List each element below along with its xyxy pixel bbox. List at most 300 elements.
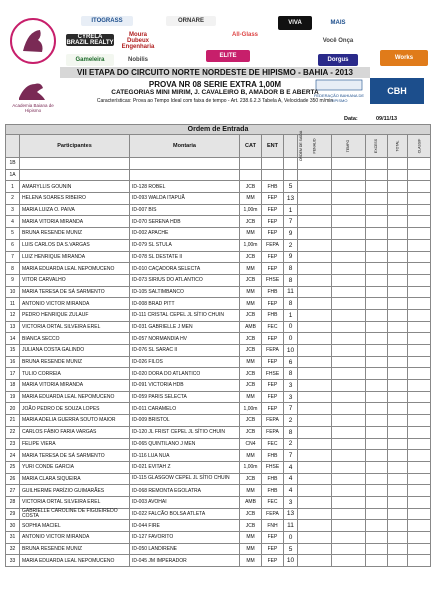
- total-cell: [388, 368, 408, 380]
- table-row: [6, 309, 431, 321]
- category: JCB: [240, 251, 262, 263]
- penalty-cell: [298, 251, 332, 263]
- table-row: [6, 251, 431, 263]
- row-index: 11: [6, 298, 20, 310]
- class-cell: [408, 415, 431, 427]
- excess-cell: [366, 298, 388, 310]
- header-cat: CAT: [240, 135, 262, 158]
- header-time: TEMPO: [332, 135, 366, 158]
- start-order: 4: [284, 473, 298, 485]
- category: 1,00m: [240, 204, 262, 216]
- table-row: [6, 158, 431, 170]
- participant-name: MARIA VITORIA MIRANDA: [20, 216, 130, 228]
- entity: FHB: [262, 309, 284, 321]
- participant-name: AMARYLLIS GOUNIN: [20, 181, 130, 193]
- start-order: 2: [284, 239, 298, 251]
- horse-name: ID-010 CAÇADORA SELECTA: [130, 263, 240, 275]
- excess-cell: [366, 216, 388, 228]
- class-cell: [408, 251, 431, 263]
- participant-name: LUIZ HENRIQUE MIRANDA: [20, 251, 130, 263]
- time-cell: [332, 356, 366, 368]
- class-cell: [408, 520, 431, 532]
- empty-cell: [332, 169, 366, 181]
- date-value: 09/11/13: [376, 116, 398, 122]
- class-cell: [408, 543, 431, 555]
- entity: FEP: [262, 193, 284, 205]
- table-row: [6, 380, 431, 392]
- horse-name: ID-009 BRISTOL: [130, 415, 240, 427]
- class-cell: [408, 204, 431, 216]
- excess-cell: [366, 403, 388, 415]
- time-cell: [332, 403, 366, 415]
- entity: FEP: [262, 532, 284, 544]
- start-order: 3: [284, 391, 298, 403]
- start-order: 9: [284, 251, 298, 263]
- time-cell: [332, 333, 366, 345]
- start-order: 11: [284, 520, 298, 532]
- entity: FEP: [262, 356, 284, 368]
- class-cell: [408, 274, 431, 286]
- sponsor-logo-dorgus: Dorgus: [318, 54, 358, 66]
- table-row: [6, 216, 431, 228]
- horse-name: ID-091 VICTORIA HDB: [130, 380, 240, 392]
- total-cell: [388, 485, 408, 497]
- header-horse: Montaria: [130, 135, 240, 158]
- empty-cell: [284, 158, 298, 170]
- start-order: 7: [284, 216, 298, 228]
- total-cell: [388, 228, 408, 240]
- total-cell: [388, 216, 408, 228]
- excess-cell: [366, 263, 388, 275]
- excess-cell: [366, 251, 388, 263]
- sponsor-logo-gameleira: Gameleira: [66, 54, 114, 66]
- header-ent: ENT: [262, 135, 284, 158]
- table-row: [6, 496, 431, 508]
- start-order: 8: [284, 368, 298, 380]
- entity: FEPA: [262, 508, 284, 520]
- horse-name: ID-020 DORA DO ATLANTICO: [130, 368, 240, 380]
- class-cell: [408, 333, 431, 345]
- entity: FEP: [262, 391, 284, 403]
- class-cell: [408, 368, 431, 380]
- participant-name: SOPHIA MACIEL: [20, 520, 130, 532]
- horse-name: ID-045 JM IMPERADOR: [130, 555, 240, 567]
- start-order: 8: [284, 298, 298, 310]
- excess-cell: [366, 543, 388, 555]
- academia-logo: [6, 78, 60, 118]
- participant-name: MARIA EDUARDA LEAL NEPOMUCENO: [20, 555, 130, 567]
- empty-cell: [130, 169, 240, 181]
- empty-cell: [298, 169, 332, 181]
- date-label: Data:: [344, 116, 358, 122]
- event-title-block: [60, 67, 370, 104]
- penalty-cell: [298, 473, 332, 485]
- horse-name: ID-128 ROBEL: [130, 181, 240, 193]
- total-cell: [388, 403, 408, 415]
- class-cell: [408, 426, 431, 438]
- row-index: 10: [6, 286, 20, 298]
- start-order: 7: [284, 450, 298, 462]
- table-row: [6, 403, 431, 415]
- category: MM: [240, 391, 262, 403]
- row-index: 33: [6, 555, 20, 567]
- excess-cell: [366, 356, 388, 368]
- total-cell: [388, 508, 408, 520]
- table-row: [6, 520, 431, 532]
- class-cell: [408, 345, 431, 357]
- table-row: [6, 450, 431, 462]
- header-index: [6, 135, 20, 158]
- total-cell: [388, 309, 408, 321]
- start-order: 8: [284, 274, 298, 286]
- characteristics-text: Características: Prova ao Tempo Ideal com faixa de tempo - Art. 238.6.2.3 Tabela A, Velocidade 350 m/min: [96, 98, 334, 104]
- total-cell: [388, 263, 408, 275]
- time-cell: [332, 473, 366, 485]
- penalty-cell: [298, 193, 332, 205]
- horse-name: ID-105 SALTIMBANCO: [130, 286, 240, 298]
- time-cell: [332, 555, 366, 567]
- time-cell: [332, 251, 366, 263]
- class-cell: [408, 309, 431, 321]
- total-cell: [388, 391, 408, 403]
- event-title: VII ETAPA DO CIRCUITO NORTE NORDESTE DE HIPISMO - BAHIA - 2013: [60, 67, 370, 78]
- class-cell: [408, 496, 431, 508]
- class-cell: [408, 391, 431, 403]
- start-order: 0: [284, 333, 298, 345]
- category: MM: [240, 356, 262, 368]
- category: AMB: [240, 496, 262, 508]
- participant-name: YURI CONDE GARCIA: [20, 461, 130, 473]
- entity: FHB: [262, 473, 284, 485]
- participant-name: MARIA EDUARDA LEAL NEPOMUCENO: [20, 263, 130, 275]
- start-order: 4: [284, 461, 298, 473]
- table-row: [6, 415, 431, 427]
- excess-cell: [366, 274, 388, 286]
- horse-name: ID-115 GLASGOW CEPEL JL SÍTIO CHUIN: [130, 473, 240, 485]
- sponsor-banner: [6, 14, 430, 68]
- row-index: 25: [6, 461, 20, 473]
- start-order: 13: [284, 508, 298, 520]
- penalty-cell: [298, 239, 332, 251]
- time-cell: [332, 380, 366, 392]
- class-cell: [408, 286, 431, 298]
- table-row: [6, 239, 431, 251]
- empty-cell: [332, 158, 366, 170]
- time-cell: [332, 216, 366, 228]
- excess-cell: [366, 204, 388, 216]
- excess-cell: [366, 496, 388, 508]
- start-order: 2: [284, 438, 298, 450]
- entity: FEPA: [262, 345, 284, 357]
- table-row: [6, 543, 431, 555]
- penalty-cell: [298, 450, 332, 462]
- penalty-cell: [298, 181, 332, 193]
- horse-name: ID-111 CRISTAL CEPEL JL SÍTIO CHUIN: [130, 309, 240, 321]
- horse-name: ID-127 FAVORITO: [130, 532, 240, 544]
- entity: FEC: [262, 496, 284, 508]
- penalty-cell: [298, 333, 332, 345]
- category: JCB: [240, 274, 262, 286]
- total-cell: [388, 251, 408, 263]
- class-cell: [408, 450, 431, 462]
- sponsor-logo-voce-onca: Você Onça: [318, 36, 358, 46]
- table-row: [6, 204, 431, 216]
- category: MM: [240, 555, 262, 567]
- class-cell: [408, 473, 431, 485]
- penalty-cell: [298, 380, 332, 392]
- table-row: [6, 274, 431, 286]
- time-cell: [332, 415, 366, 427]
- participant-name: TULIO CORREIA: [20, 368, 130, 380]
- entity: FEP: [262, 333, 284, 345]
- row-index: 8: [6, 263, 20, 275]
- category: JCB: [240, 345, 262, 357]
- total-cell: [388, 415, 408, 427]
- time-cell: [332, 274, 366, 286]
- entity: FHSE: [262, 274, 284, 286]
- entity: FHSE: [262, 368, 284, 380]
- sponsor-logo-moura-dubeux: Moura Dubeux Engenharia: [118, 36, 158, 46]
- time-cell: [332, 426, 366, 438]
- entity: FEP: [262, 555, 284, 567]
- row-index: 29: [6, 508, 20, 520]
- time-cell: [332, 520, 366, 532]
- time-cell: [332, 298, 366, 310]
- horse-name: ID-073 SIRIUS DO ATLANTICO: [130, 274, 240, 286]
- table-row: [6, 532, 431, 544]
- start-order: 0: [284, 532, 298, 544]
- penalty-cell: [298, 415, 332, 427]
- class-cell: [408, 403, 431, 415]
- time-cell: [332, 532, 366, 544]
- participant-name: FELIPE VIERA: [20, 438, 130, 450]
- entity: FEP: [262, 204, 284, 216]
- horse-name: ID-059 PARIS SELECTA: [130, 391, 240, 403]
- category: MM: [240, 485, 262, 497]
- total-cell: [388, 473, 408, 485]
- horse-name: ID-002 APACHE: [130, 228, 240, 240]
- empty-cell: [262, 169, 284, 181]
- category: JCB: [240, 368, 262, 380]
- row-index: 5: [6, 228, 20, 240]
- table-row: [6, 485, 431, 497]
- participant-name: JULIANA COSTA GALINDO: [20, 345, 130, 357]
- time-cell: [332, 286, 366, 298]
- category: MM: [240, 286, 262, 298]
- table-header-row: [6, 135, 431, 158]
- excess-cell: [366, 438, 388, 450]
- table-row: [6, 508, 431, 520]
- time-cell: [332, 228, 366, 240]
- participant-name: BIANCA SECCO: [20, 333, 130, 345]
- sponsor-logo-mais: MAIS: [318, 16, 358, 30]
- row-index: 2: [6, 193, 20, 205]
- participant-name: VICTORIA ORTAL SILVEIRA EREL: [20, 496, 130, 508]
- total-cell: [388, 333, 408, 345]
- table-row: [6, 473, 431, 485]
- federacao-label: FEDERAÇÃO BAHIANA DE HIPISMO: [313, 93, 364, 103]
- start-order: 9: [284, 228, 298, 240]
- participant-name: MARIA VITORIA MIRANDA: [20, 380, 130, 392]
- penalty-cell: [298, 298, 332, 310]
- total-cell: [388, 298, 408, 310]
- time-cell: [332, 345, 366, 357]
- category: MM: [240, 543, 262, 555]
- class-cell: [408, 438, 431, 450]
- row-index: 31: [6, 532, 20, 544]
- table-row: [6, 438, 431, 450]
- start-order: 5: [284, 181, 298, 193]
- row-index: 30: [6, 520, 20, 532]
- category: MM: [240, 298, 262, 310]
- category: AMB: [240, 321, 262, 333]
- participant-name: BRUNA RESENDE MUNIZ: [20, 543, 130, 555]
- participant-name: CARLOS FÁBIO FARIA VARGAS: [20, 426, 130, 438]
- start-order: 1: [284, 204, 298, 216]
- sponsor-logo-allglass: All-Glass: [222, 28, 268, 42]
- participant-name: MARIA ADELIA GUERRA SOUTO MAIOR: [20, 415, 130, 427]
- excess-cell: [366, 473, 388, 485]
- class-cell: [408, 532, 431, 544]
- excess-cell: [366, 380, 388, 392]
- entity: FEP: [262, 263, 284, 275]
- penalty-cell: [298, 461, 332, 473]
- competition-title: PROVA NR 08 SERIE EXTRA 1,00M: [148, 80, 282, 89]
- row-index: 18: [6, 380, 20, 392]
- excess-cell: [366, 532, 388, 544]
- participant-name: HELENA SOARES RIBEIRO: [20, 193, 130, 205]
- horse-name: ID-003 AVOHAI: [130, 496, 240, 508]
- table-row: [6, 181, 431, 193]
- row-index: 9: [6, 274, 20, 286]
- empty-cell: [20, 158, 130, 170]
- row-index: 23: [6, 438, 20, 450]
- class-cell: [408, 380, 431, 392]
- excess-cell: [366, 286, 388, 298]
- penalty-cell: [298, 508, 332, 520]
- penalty-cell: [298, 263, 332, 275]
- penalty-cell: [298, 286, 332, 298]
- table-section-title: Ordem de Entrada: [6, 125, 431, 135]
- entity: FEP: [262, 543, 284, 555]
- total-cell: [388, 450, 408, 462]
- total-cell: [388, 286, 408, 298]
- entity: FEPA: [262, 239, 284, 251]
- excess-cell: [366, 181, 388, 193]
- class-cell: [408, 356, 431, 368]
- row-index: 4: [6, 216, 20, 228]
- time-cell: [332, 193, 366, 205]
- excess-cell: [366, 461, 388, 473]
- category: JCB: [240, 426, 262, 438]
- time-cell: [332, 181, 366, 193]
- penalty-cell: [298, 532, 332, 544]
- empty-cell: [284, 169, 298, 181]
- excess-cell: [366, 391, 388, 403]
- entity: FEP: [262, 228, 284, 240]
- empty-cell: [408, 169, 431, 181]
- start-order: 4: [284, 485, 298, 497]
- participant-name: ANTONIO VICTOR MIRANDA: [20, 298, 130, 310]
- horse-name: ID-007 BIS: [130, 204, 240, 216]
- total-cell: [388, 438, 408, 450]
- participant-name: MARIA TERESA DE SÁ SARMENTO: [20, 286, 130, 298]
- category: JCB: [240, 520, 262, 532]
- participant-name: MARIA CLARA SIQUEIRA: [20, 473, 130, 485]
- start-order: 3: [284, 380, 298, 392]
- penalty-cell: [298, 485, 332, 497]
- total-cell: [388, 193, 408, 205]
- row-index: 6: [6, 239, 20, 251]
- excess-cell: [366, 555, 388, 567]
- horse-name: ID-008 BRAD PITT: [130, 298, 240, 310]
- entity: FEPA: [262, 426, 284, 438]
- total-cell: [388, 555, 408, 567]
- participant-name: ANTONIO VICTOR MIRANDA: [20, 532, 130, 544]
- row-index: 21: [6, 415, 20, 427]
- class-cell: [408, 298, 431, 310]
- time-cell: [332, 263, 366, 275]
- row-index: 13: [6, 321, 20, 333]
- penalty-cell: [298, 426, 332, 438]
- participant-name: VICTORIA ORTAL SILVEIRA EREL: [20, 321, 130, 333]
- category: MM: [240, 193, 262, 205]
- horse-name: ID-078 SL DESTATE II: [130, 251, 240, 263]
- empty-cell: [366, 158, 388, 170]
- class-cell: [408, 263, 431, 275]
- entity: FHB: [262, 450, 284, 462]
- time-cell: [332, 309, 366, 321]
- horse-name: ID-120 JL FRIST CEPEL JL SÍTIO CHUIN: [130, 426, 240, 438]
- total-cell: [388, 356, 408, 368]
- excess-cell: [366, 485, 388, 497]
- horse-rider-icon: [13, 78, 53, 102]
- participant-name: GABRIELLE CAROLINE DE FIGUEIREDO COSTA: [20, 508, 130, 520]
- header-penalty: PENALID: [298, 135, 332, 158]
- horse-name: ID-093 WALDA ITAPUÃ: [130, 193, 240, 205]
- participant-name: BRUNA RESENDE MUNIZ: [20, 228, 130, 240]
- time-cell: [332, 496, 366, 508]
- penalty-cell: [298, 345, 332, 357]
- penalty-cell: [298, 368, 332, 380]
- empty-cell: [262, 158, 284, 170]
- entity: FEPA: [262, 415, 284, 427]
- horse-name: ID-022 FALCÃO BOLSA ATLETA: [130, 508, 240, 520]
- header-class: CLASSIF: [408, 135, 431, 158]
- empty-cell: [20, 169, 130, 181]
- row-index: 24: [6, 450, 20, 462]
- start-order: 1: [284, 309, 298, 321]
- table-row: [6, 333, 431, 345]
- entity: FEC: [262, 438, 284, 450]
- class-cell: [408, 239, 431, 251]
- horse-name: ID-031 GABRIELLE J MEN: [130, 321, 240, 333]
- total-cell: [388, 345, 408, 357]
- horse-name: ID-079 SL STULA: [130, 239, 240, 251]
- horse-name: ID-116 LUA NUA: [130, 450, 240, 462]
- class-cell: [408, 216, 431, 228]
- table-row: [6, 228, 431, 240]
- excess-cell: [366, 333, 388, 345]
- category: JCB: [240, 415, 262, 427]
- start-order: 11: [284, 286, 298, 298]
- excess-cell: [366, 239, 388, 251]
- total-cell: [388, 274, 408, 286]
- start-order: 2: [284, 415, 298, 427]
- penalty-cell: [298, 520, 332, 532]
- header-total: TOTAL: [388, 135, 408, 158]
- time-cell: [332, 461, 366, 473]
